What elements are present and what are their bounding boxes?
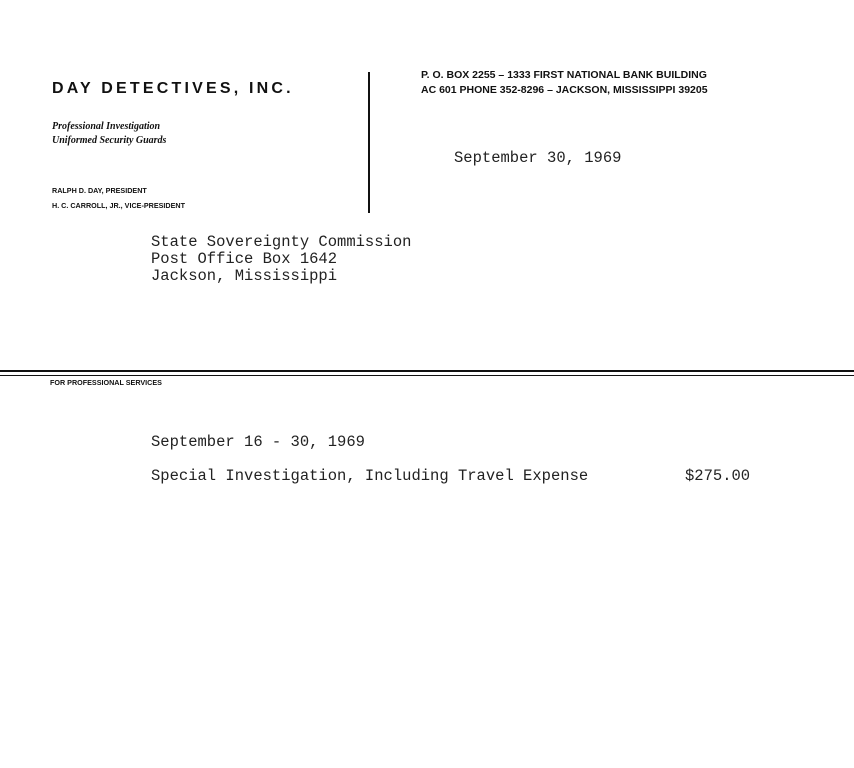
recipient-line-3: Jackson, Mississippi [151,267,338,285]
header-divider [368,72,370,213]
recipient-line-2: Post Office Box 1642 [151,250,338,268]
officer-vice-president: H. C. CARROLL, JR., VICE-PRESIDENT [52,201,185,210]
section-label: FOR PROFESSIONAL SERVICES [50,378,162,387]
section-rule-top [0,370,854,372]
letter-date: September 30, 1969 [454,149,622,167]
line-item-description: Special Investigation, Including Travel Expense [151,467,589,485]
address-line-1: P. O. BOX 2255 – 1333 FIRST NATIONAL BANK BUILDING [421,69,707,81]
company-name: DAY DETECTIVES, INC. [52,80,294,97]
service-investigation: Professional Investigation [52,121,161,132]
section-rule-bottom [0,375,854,376]
recipient-line-1: State Sovereignty Commission [151,233,412,251]
service-period: September 16 - 30, 1969 [151,433,365,451]
service-security-guards: Uniformed Security Guards [52,135,167,146]
officer-president: RALPH D. DAY, PRESIDENT [52,186,147,195]
line-item-amount: $275.00 [685,467,751,485]
address-line-2: AC 601 PHONE 352-8296 – JACKSON, MISSISSIPPI 39205 [421,84,708,96]
